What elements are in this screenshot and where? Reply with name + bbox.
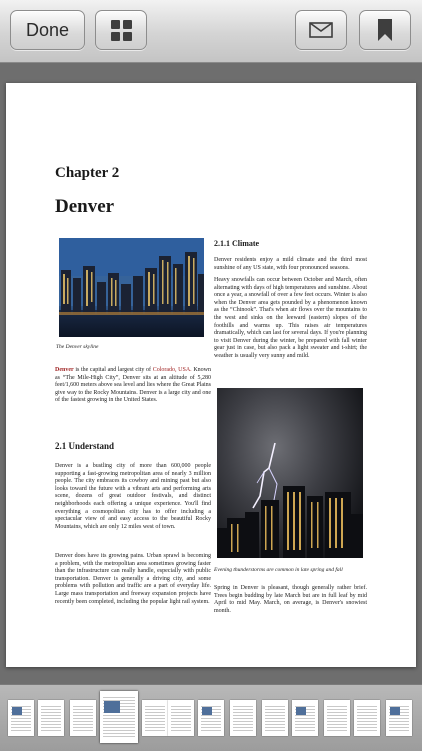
bookmark-icon (378, 19, 392, 41)
skyline-photo (59, 238, 204, 337)
thunderstorm-photo (217, 388, 363, 558)
understand-text-1: Denver is a bustling city of more than 600,000 people supporting a fast-growing metropolitan area of nearly 3 million people. The city embraces its cowboy and mining past but also looks toward the future with a vibrant arts and performing arts scene, dozens of great outdoor festivals, and distinct neighborhoods each offering a unique experience. You'll find everything a cosmopolitan city has to offer including a spectacular view of and easy access to the beautiful Rocky Mountains, which are only 12 miles west of town. (55, 463, 211, 530)
climate-paragraph-3 (214, 585, 367, 615)
page-thumbnail[interactable] (354, 700, 380, 736)
climate-paragraph-2 (214, 277, 367, 361)
intro-text-2: Known as “The Mile-High City”, Denver sits at an altitude of 5,280 feet/1,600 meters above sea level and lies where the Great Plains give way to the Rocky Mountains. Denver is a large city and one of the fastest growing in the United States. (55, 367, 211, 404)
page-thumbnail[interactable] (230, 700, 256, 736)
thumbnail-strip[interactable] (0, 684, 422, 751)
page-thumbnail[interactable] (38, 700, 64, 736)
climate-text-2: Heavy snowfalls can occur between October and March, often alternating with days of high temperatures and sunshine. About once a year, a snowfall of over a few feet occurs. Winter is also when the Denver area gets pounded by a phenomenon known as the “Chinook”. That's when air flows over the mountains to the west and sinks on the leeward (eastern) slopes of the foothills and warms up. This raises air temperatures dramatically, which can last for several days. If you're planning to visit Denver during the winter, be prepared with fall winter gear just in case, but also pack a light sweater and t-shirt; the weather is usually very sunny and mild. (214, 277, 367, 359)
page-thumbnail[interactable] (198, 700, 224, 736)
climate-text-3: Spring in Denver is pleasant, though generally rather brief. Trees begin budding by late March but are in full leaf by mid April to mid May. March, on average, is Denver's snowiest month. (214, 585, 367, 614)
envelope-icon (309, 22, 333, 38)
figure-caption-thunderstorm: Evening thunderstorms are common in late spring and fall (214, 567, 343, 573)
chapter-title: Denver (55, 196, 115, 217)
colorado-link[interactable]: Colorado, USA. (152, 367, 192, 373)
page-thumbnail[interactable] (8, 700, 34, 736)
understand-paragraph-2 (55, 553, 211, 606)
figure-caption-skyline: The Denver skyline (56, 344, 99, 350)
email-button[interactable] (295, 10, 347, 50)
page-thumbnail[interactable] (70, 700, 96, 736)
understand-text-2: Denver does have its growing pains. Urban sprawl is becoming a problem, with the metropolitan area sometimes growing faster than the infrastructure can really handle, especially with public transportation. Denver is generally a driving city, and some problems with pollution and traffic are a part of everyday life. Large mass transportation and freeway expansion projects have recently been completed, including the popular light rail system. (55, 553, 211, 605)
understand-paragraph-1 (55, 463, 211, 531)
grid-view-button[interactable] (95, 10, 147, 50)
page-thumbnail[interactable] (292, 700, 318, 736)
section-heading-understand: 2.1 Understand (55, 441, 115, 451)
top-toolbar (0, 0, 422, 63)
page-thumbnail[interactable] (100, 691, 138, 743)
intro-paragraph (55, 367, 211, 405)
chapter-label: Chapter 2 (55, 165, 120, 181)
grid-icon (111, 20, 132, 41)
page-thumbnail[interactable] (324, 700, 350, 736)
document-page[interactable] (6, 83, 416, 667)
page-thumbnail[interactable] (386, 700, 412, 736)
page-thumbnail[interactable] (262, 700, 288, 736)
page-thumbnail[interactable] (142, 700, 168, 736)
intro-text-1: is the capital and largest city of (73, 367, 153, 373)
bookmark-button[interactable] (359, 10, 411, 50)
subsection-heading-climate: 2.1.1 Climate (214, 239, 260, 248)
climate-paragraph-1 (214, 257, 367, 272)
intro-city-name: Denver (55, 367, 74, 373)
climate-text-1: Denver residents enjoy a mild climate and the third most sunshine of any US state, with four pronounced seasons. (214, 257, 367, 271)
done-button[interactable]: Done (10, 10, 85, 50)
page-thumbnail[interactable] (168, 700, 194, 736)
